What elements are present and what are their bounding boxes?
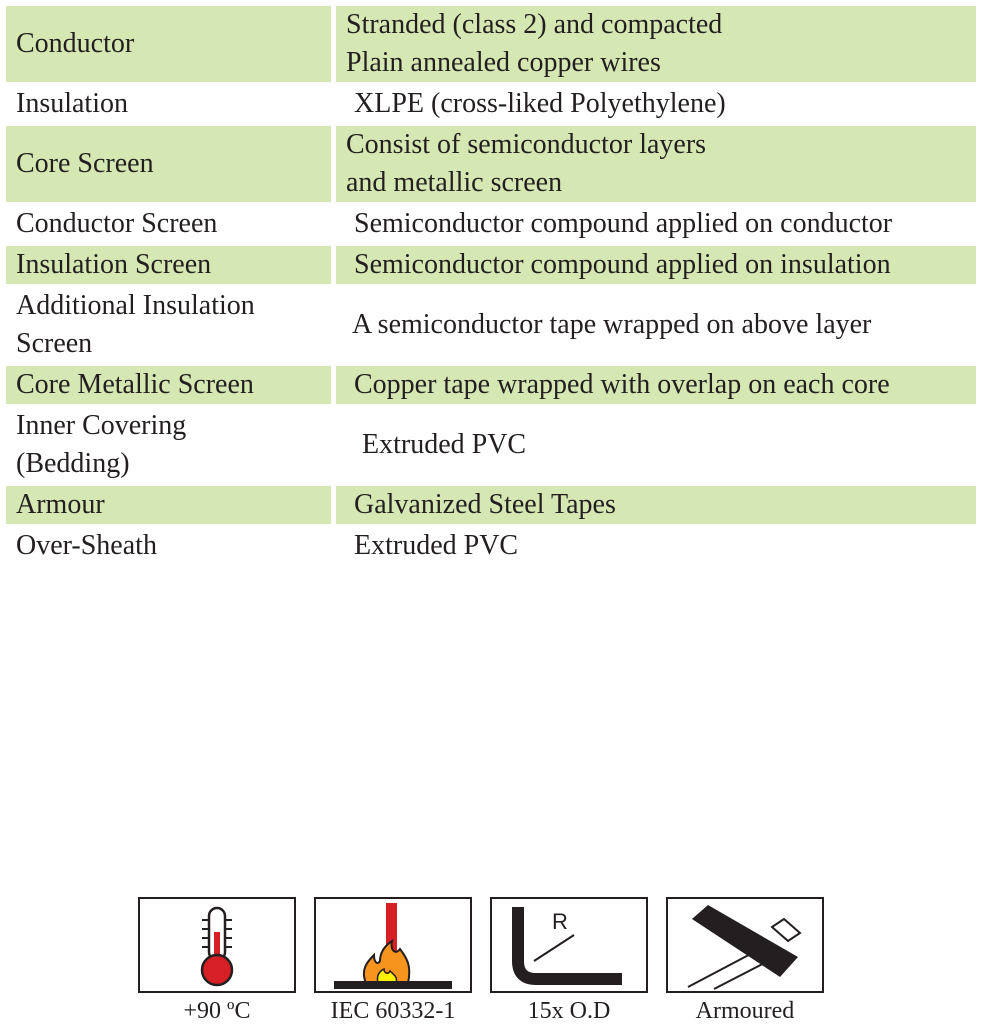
spec-name: Insulation Screen bbox=[6, 246, 331, 284]
icon-caption: IEC 60332-1 bbox=[330, 998, 456, 1024]
spec-name: Armour bbox=[6, 486, 331, 524]
spec-desc: Galvanized Steel Tapes bbox=[336, 486, 976, 524]
icon-caption: Armoured bbox=[695, 998, 795, 1024]
icon-frame bbox=[138, 897, 296, 993]
spec-name: Inner Covering (Bedding) bbox=[16, 410, 187, 479]
spec-desc: Semiconductor compound applied on conductor bbox=[354, 208, 893, 239]
spec-row-over-sheath bbox=[6, 527, 976, 565]
icon-frame bbox=[314, 897, 472, 993]
spec-name: Core Screen bbox=[6, 126, 331, 202]
icon-caption: +90 ºC bbox=[183, 998, 251, 1024]
thermometer-icon bbox=[177, 902, 257, 988]
spec-row-conductor-screen bbox=[6, 205, 976, 243]
spec-row-inner-covering bbox=[6, 407, 976, 483]
spec-name: Conductor Screen bbox=[16, 208, 218, 239]
radius-glyph: R bbox=[552, 909, 568, 934]
icon-caption: 15x O.D bbox=[527, 998, 611, 1024]
spec-desc: A semiconductor tape wrapped on above layer bbox=[352, 309, 872, 340]
cable-spec-table bbox=[6, 6, 976, 568]
property-icons bbox=[138, 897, 842, 1026]
spec-row-additional-insulation-screen bbox=[6, 287, 976, 363]
icon-frame bbox=[490, 897, 648, 993]
spec-desc: Consist of semiconductor layers and metallic screen bbox=[336, 126, 976, 202]
spec-name: Over-Sheath bbox=[16, 530, 157, 561]
spec-name: Core Metallic Screen bbox=[6, 366, 331, 404]
armoured-cable-icon bbox=[668, 899, 822, 991]
icon-frame bbox=[666, 897, 824, 993]
spec-desc: Extruded PVC bbox=[354, 530, 519, 561]
icon-armoured bbox=[666, 897, 824, 1026]
spec-desc: Copper tape wrapped with overlap on each core bbox=[336, 366, 976, 404]
spec-row-conductor bbox=[6, 6, 976, 82]
icon-flame-test bbox=[314, 897, 472, 1026]
spec-desc: Stranded (class 2) and compacted Plain annealed copper wires bbox=[336, 6, 976, 82]
spec-row-core-metallic-screen bbox=[6, 366, 976, 404]
spec-row-armour bbox=[6, 486, 976, 524]
spec-desc: Semiconductor compound applied on insulation bbox=[336, 246, 976, 284]
spec-desc: XLPE (cross-liked Polyethylene) bbox=[354, 88, 726, 119]
spec-row-insulation-screen bbox=[6, 246, 976, 284]
spec-desc: Extruded PVC bbox=[362, 429, 527, 460]
spec-name: Insulation bbox=[16, 88, 128, 119]
flame-test-icon bbox=[316, 899, 470, 991]
spec-row-core-screen bbox=[6, 126, 976, 202]
spec-name: Additional Insulation Screen bbox=[16, 290, 255, 359]
spec-name: Conductor bbox=[6, 6, 331, 82]
spec-row-insulation bbox=[6, 85, 976, 123]
bending-radius-icon bbox=[492, 899, 646, 991]
icon-temperature bbox=[138, 897, 296, 1026]
icon-bending-radius bbox=[490, 897, 648, 1026]
